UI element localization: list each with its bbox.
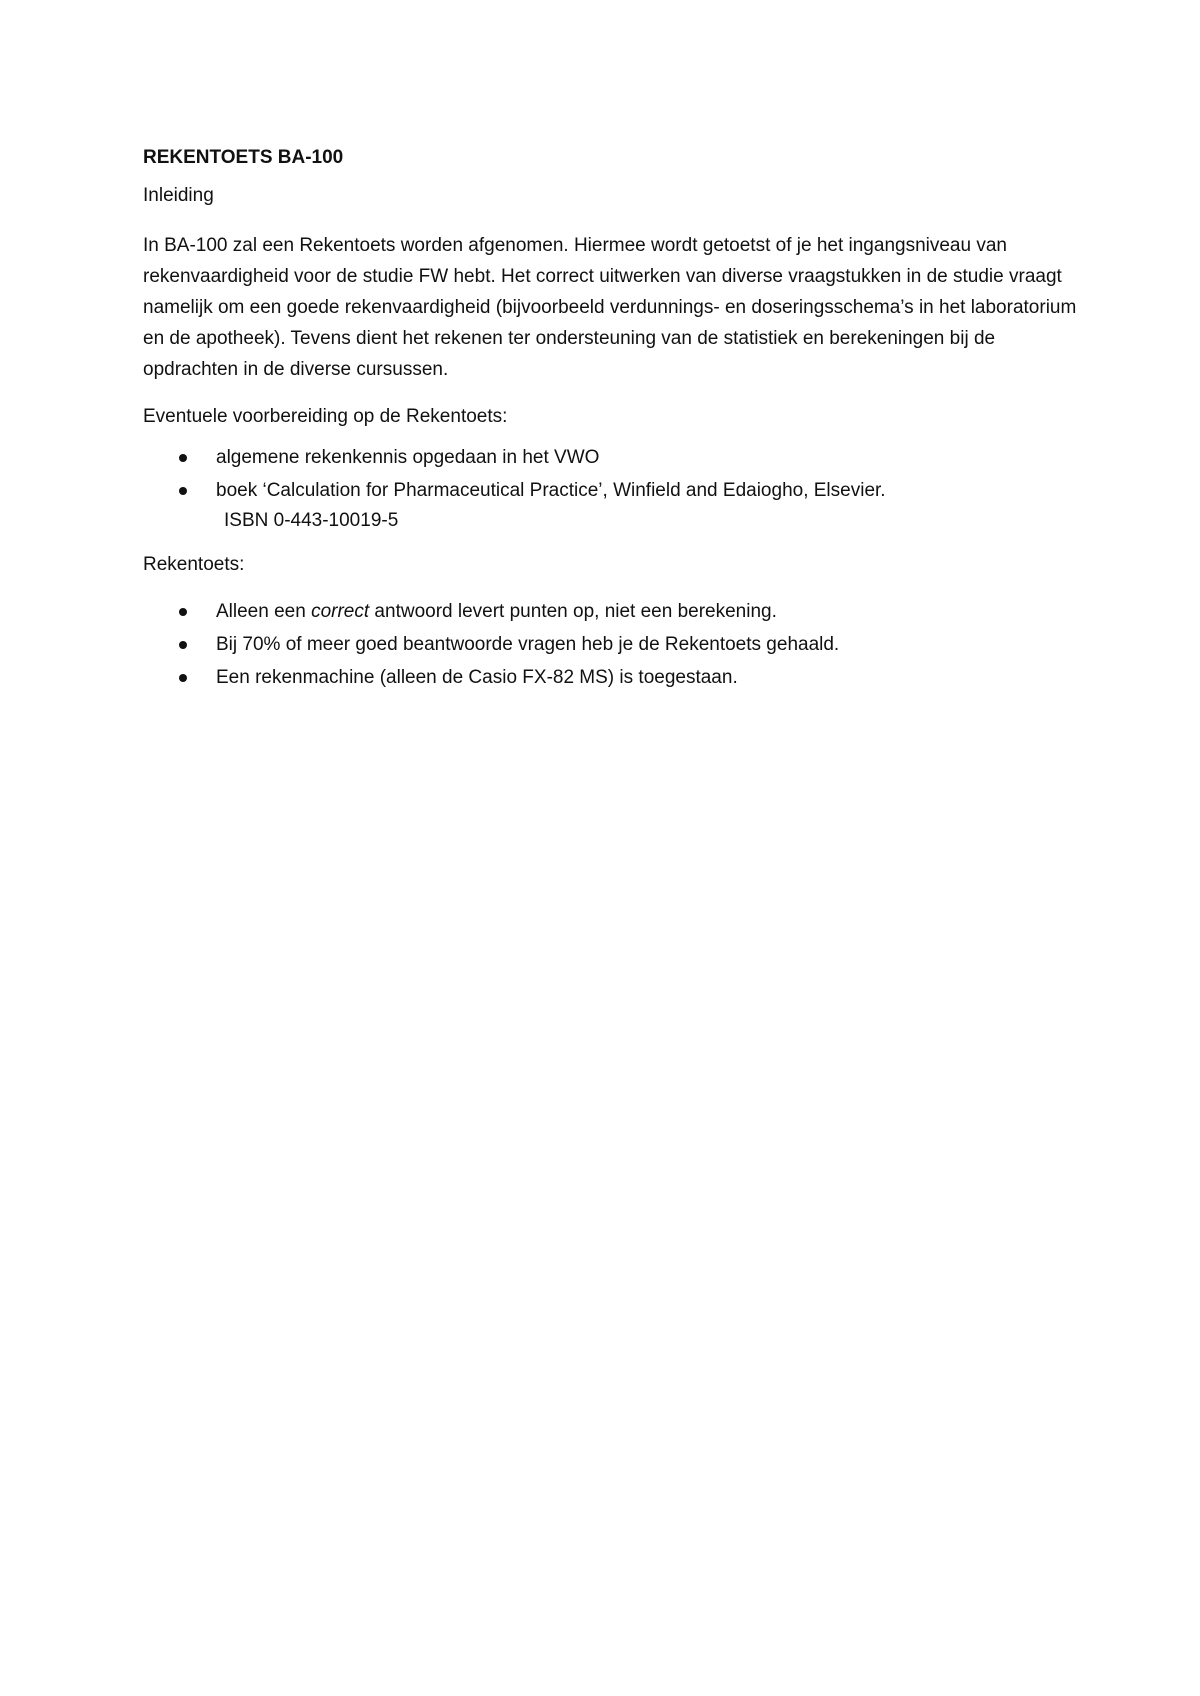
rule-item-text: Bij 70% of meer goed beantwoorde vragen heb je de Rekentoets gehaald. bbox=[216, 634, 840, 655]
document-content bbox=[143, 146, 1083, 694]
book-isbn: ISBN 0-443-10019-5 bbox=[224, 510, 399, 531]
rule-item-pass-threshold bbox=[143, 628, 1083, 661]
bullet-icon bbox=[179, 674, 187, 682]
preparation-heading: Eventuele voorbereiding op de Rekentoets: bbox=[143, 406, 508, 427]
preparation-item-vwo bbox=[143, 441, 1083, 474]
bullet-icon bbox=[179, 487, 187, 495]
rule-item-calculator bbox=[143, 661, 1083, 694]
rule-emphasis-correct: correct bbox=[311, 601, 370, 622]
bullet-icon bbox=[179, 608, 187, 616]
preparation-list bbox=[143, 441, 1083, 535]
rule-text-before-emphasis: Alleen een bbox=[216, 601, 312, 622]
document-title: REKENTOETS BA-100 bbox=[143, 147, 344, 168]
introduction-heading: Inleiding bbox=[143, 185, 214, 206]
rule-item-correct-answer bbox=[143, 595, 1083, 628]
rule-text-after-emphasis: antwoord levert punten op, niet een berekening. bbox=[369, 601, 777, 622]
preparation-item-book bbox=[143, 474, 1083, 535]
rules-list bbox=[143, 595, 1083, 694]
rule-item-text: Een rekenmachine (alleen de Casio FX-82 MS) is toegestaan. bbox=[216, 667, 738, 688]
preparation-item-text: algemene rekenkennis opgedaan in het VWO bbox=[216, 447, 600, 468]
introduction-paragraph: In BA-100 zal een Rekentoets worden afgenomen. Hiermee wordt getoetst of je het ingangsniveau van rekenvaardigheid voor de studie FW hebt. Het correct uitwerken van diverse vraagstukken in de studie vraagt namelijk om een goede rekenvaardigheid (bijvoorbeeld verdunnings- en doseringsschema’s in het laboratorium en de apotheek). Tevens dient het rekenen ter ondersteuning van de statistiek en berekeningen bij de opdrachten in de diverse cursussen. bbox=[143, 235, 1077, 380]
bullet-icon bbox=[179, 454, 187, 462]
rules-heading: Rekentoets: bbox=[143, 554, 245, 575]
bullet-icon bbox=[179, 641, 187, 649]
preparation-item-text: boek ‘Calculation for Pharmaceutical Practice’, Winfield and Edaiogho, Elsevier. bbox=[216, 480, 886, 501]
